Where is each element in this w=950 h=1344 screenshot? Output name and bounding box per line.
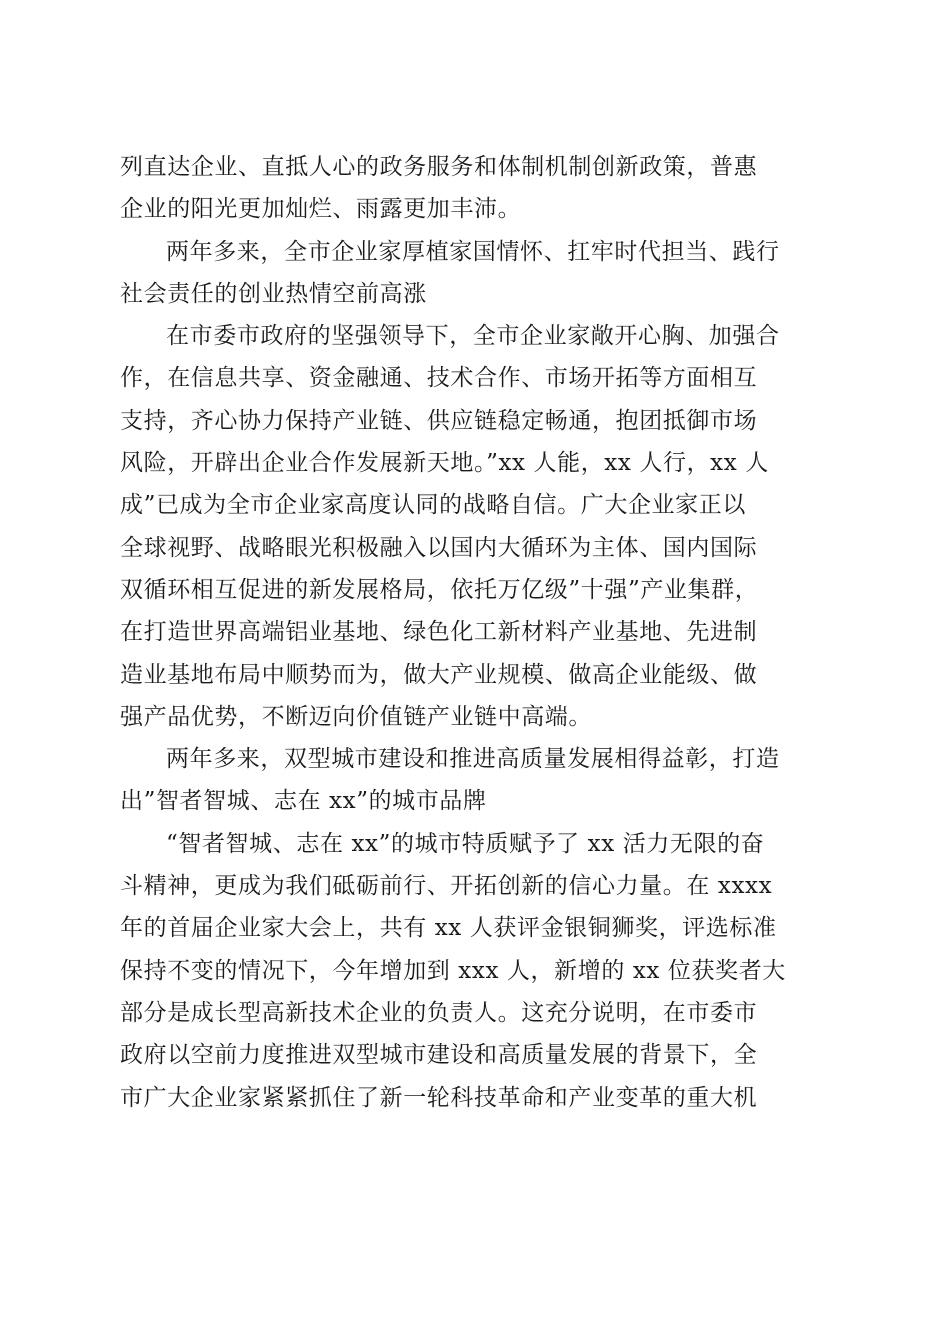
text-line: 在打造世界高端铝业基地、绿色化工新材料产业基地、先进制 [120,619,758,646]
section-heading-paragraph [120,738,840,823]
text-line: 保持不变的情况下，今年增加到 xxx 人，新增的 xx 位获奖者大 [120,957,786,984]
text-line: 企业的阳光更加灿烂、雨露更加丰沛。 [120,196,522,223]
text-line: 双循环相互促进的新发展格局，依托万亿级”十强”产业集群， [120,576,759,603]
paragraph [120,315,840,738]
text-line: 部分是成长型高新技术企业的负责人。这充分说明，在市委市 [120,999,758,1026]
text-line: 作，在信息共享、资金融通、技术合作、市场开拓等方面相互 [120,365,758,392]
text-line: 强产品优势，不断迈向价值链产业链中高端。 [120,703,592,730]
paragraph [120,146,840,231]
section-heading-paragraph [120,231,840,316]
text-line: 两年多来，双型城市建设和推进高质量发展相得益彰，打造 [166,746,780,773]
text-line: 支持，齐心协力保持产业链、供应链稳定畅通，抱团抵御市场 [120,407,758,434]
text-line: 成”已成为全市企业家高度认同的战略自信。广大企业家正以 [120,492,746,519]
text-line: 社会责任的创业热情空前高涨 [120,280,427,307]
text-line: 在市委市政府的坚强领导下，全市企业家敞开心胸、加强合 [166,323,780,350]
text-line: 列直达企业、直抵人心的政务服务和体制机制创新政策，普惠 [120,154,758,180]
text-line: “智者智城、志在 xx”的城市特质赋予了 xx 活力无限的奋 [166,830,765,857]
text-line: 造业基地布局中顺势而为，做大产业规模、做高企业能级、做 [120,661,758,688]
text-line: 年的首届企业家大会上，共有 xx 人获评金银铜狮奖，评选标准 [120,915,777,942]
text-line: 政府以空前力度推进双型城市建设和高质量发展的背景下，全 [120,1042,758,1069]
text-line: 出”智者智城、志在 xx”的城市品牌 [120,788,487,815]
text-line: 斗精神，更成为我们砥砺前行、开拓创新的信心力量。在 xxxx [120,873,773,900]
text-line: 风险，开辟出企业合作发展新天地。”xx 人能，xx 人行，xx 人 [120,450,769,477]
text-line: 两年多来，全市企业家厚植家国情怀、扛牢时代担当、践行 [166,238,780,265]
paragraph [120,823,840,1119]
text-line: 全球视野、战略眼光积极融入以国内大循环为主体、国内国际 [120,534,758,561]
document-body [120,146,840,1119]
text-line: 市广大企业家紧紧抓住了新一轮科技革命和产业变革的重大机 [120,1084,758,1111]
